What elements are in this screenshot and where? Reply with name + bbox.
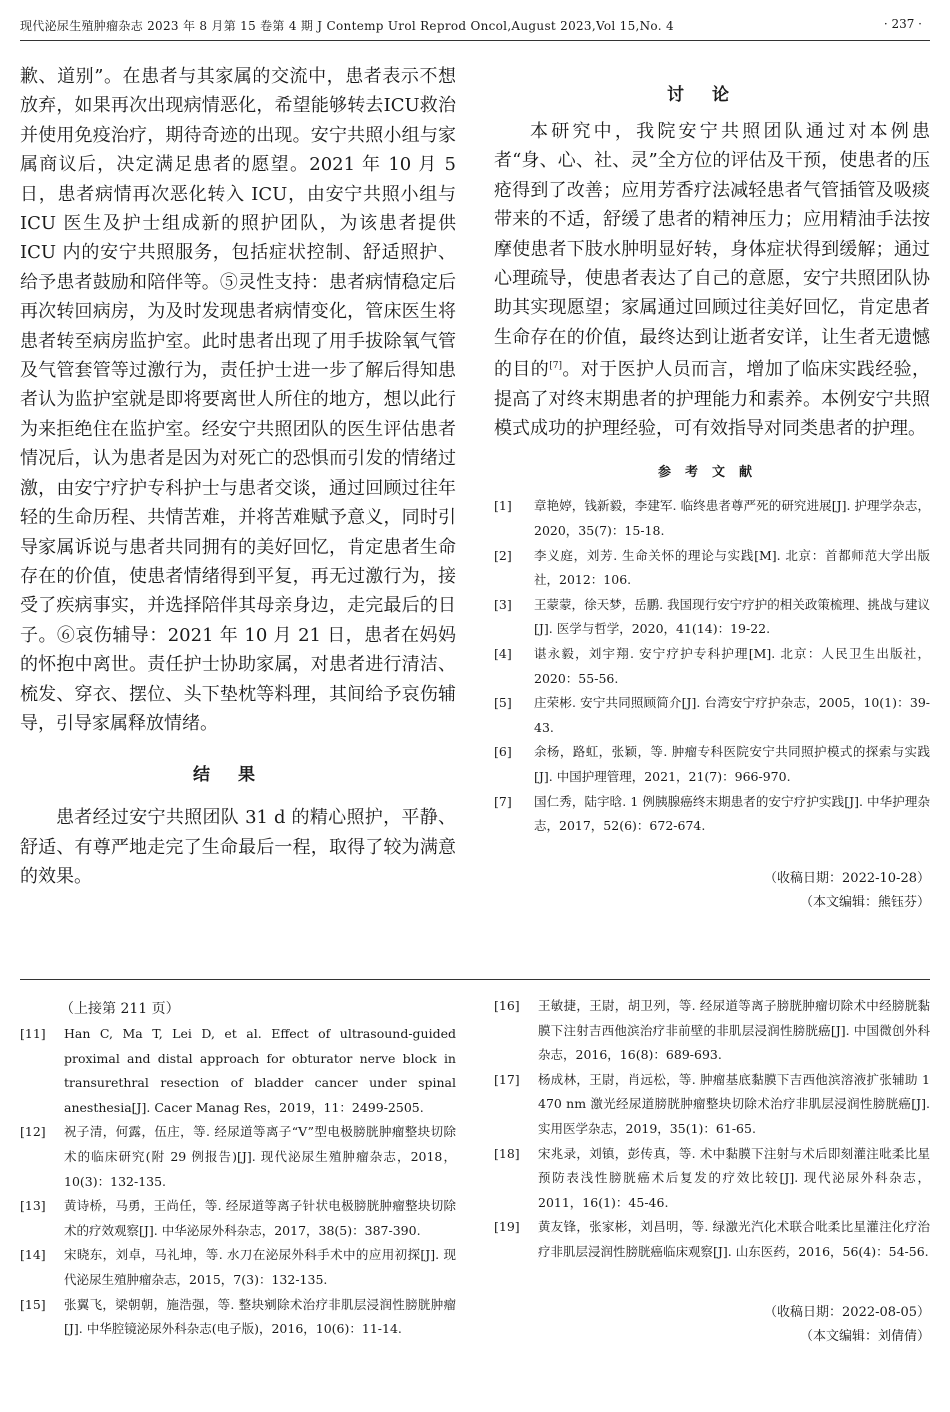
reference-text: Han C, Ma T, Lei D, et al. Effect of ultrasound-guided proximal and distal approach for obturator nerve block in transurethral resection of bladder cancer under spinal anesthesia[J]. Cacer Manag Res，2019，11：2499-2505.	[64, 1026, 456, 1115]
reference-text: 黄诗桥，马勇，王尚任，等. 经尿道等离子针状电极膀胱肿瘤整块切除术的疗效观察[J]. 中华泌尿外科杂志，2017，38(5)：387-390.	[64, 1198, 456, 1238]
header-rule	[20, 40, 930, 41]
continued-reference-list-right	[494, 994, 930, 1265]
continued-left-column	[20, 996, 456, 1342]
reference-text: 庄荣彬. 安宁共同照顾简介[J]. 台湾安宁疗护杂志，2005，10(1)：39-43.	[534, 695, 930, 735]
article-dates	[494, 867, 930, 915]
reference-number: [19]	[494, 1219, 520, 1235]
reference-item	[494, 790, 930, 839]
reference-item	[494, 544, 930, 593]
continued-editor-note: （本文编辑：刘倩倩）	[799, 1328, 930, 1344]
continued-right-column	[494, 994, 930, 1349]
reference-item	[20, 1194, 456, 1243]
reference-item	[20, 1022, 456, 1120]
reference-text: 李义庭，刘芳. 生命关怀的理论与实践[M]. 北京：首都师范大学出版社，2012：106.	[534, 547, 930, 588]
reference-item	[494, 740, 930, 789]
reference-item	[494, 1142, 930, 1216]
discussion-paragraph	[494, 117, 930, 443]
reference-number: [17]	[494, 1071, 520, 1087]
journal-info: 现代泌尿生殖肿瘤杂志 2023 年 8 月第 15 卷第 4 期 J Contemp Urol Reprod Oncol,August 2023,Vol 15,No. 4	[20, 19, 674, 33]
reference-number: [15]	[20, 1296, 46, 1312]
reference-item	[494, 593, 930, 642]
left-column	[20, 60, 456, 892]
reference-text: 国仁秀，陆宇晗. 1 例胰腺癌终末期患者的安宁疗护实践[J]. 中华护理杂志，2017，52(6)：672-674.	[534, 793, 930, 834]
reference-number: [13]	[20, 1198, 46, 1214]
reference-text: 张翼飞，梁朝朝，施浩强，等. 整块剜除术治疗非肌层浸润性膀胱肿瘤[J]. 中华腔镜泌尿外科杂志(电子版)，2016，10(6)：11-14.	[64, 1296, 456, 1337]
discussion-text-b: 。对于医护人员而言，增加了临床实践经验，提高了对终末期患者的护理能力和素养。本例安宁共照模式成功的护理经验，可有效指导对同类患者的护理。	[494, 359, 931, 440]
section-title-results: 结果	[193, 765, 283, 786]
reference-item	[20, 1120, 456, 1194]
reference-number: [14]	[20, 1247, 46, 1263]
continued-from-label: （上接第 211 页）	[60, 1001, 180, 1017]
reference-item	[494, 1215, 930, 1264]
article-divider	[20, 979, 930, 980]
reference-text: 宋兆录，刘镇，彭传真，等. 术中黏膜下注射与术后即刻灌注吡柔比星预防表浅性膀胱癌术后复发的疗效比较[J]. 现代泌尿外科杂志，2011，16(1)：45-46.	[538, 1145, 930, 1210]
reference-item	[494, 691, 930, 740]
citation-7[interactable]: [7]	[549, 361, 562, 372]
reference-text: 宋晓东，刘卓，马礼坤，等. 水刀在泌尿外科手术中的应用初探[J]. 现代泌尿生殖肿瘤杂志，2015，7(3)：132-135.	[64, 1247, 456, 1287]
reference-number: [5]	[494, 695, 512, 711]
running-header	[20, 12, 930, 36]
reference-number: [6]	[494, 744, 512, 760]
page-number: · 237 ·	[883, 17, 922, 31]
right-column	[494, 60, 930, 915]
continued-reference-list-left	[20, 1022, 456, 1342]
references-title: 参考文献	[657, 465, 766, 481]
reference-text: 余杨，路虹，张颖，等. 肿瘤专科医院安宁共同照护模式的探索与实践[J]. 中国护理管理，2021，21(7)：966-970.	[534, 744, 930, 784]
body-paragraph: 歉、道别”。在患者与其家属的交流中，患者表示不想放弃，如果再次出现病情恶化，希望能够转去ICU救治并使用免疫治疗，期待奇迹的出现。安宁共照小组与家属商议后，决定满足患者的愿望。2021 年 10 月 5 日，患者病情再次恶化转入 ICU，由安宁共照小组与 ICU 医生及护士组成新的照护团队，为该患者提供 ICU 内的安宁共照服务，包括症状控制、舒适照护、给予患者鼓励和陪伴等。⑤灵性支持：患者病情稳定后再次转回病房，为及时发现患者病情变化，管床医生将患者转至病房监护室。此时患者出现了用手拔除氧气管及气管套管等过激行为，责任护士进一步了解后得知患者认为监护室就是即将要离世人所住的地方，想以此行为来拒绝住在监护室。经安宁共照团队的医生评估患者情况后，认为患者是因为对死亡的恐惧而引发的情绪过激，由安宁疗护专科护士与患者交谈，通过回顾过往年轻的生命历程、共情苦难，并将苦难赋予意义，同时引导家属诉说与患者共同拥有的美好回忆，肯定患者生命存在的价值，使患者情绪得到平复，再无过激行为，接受了疾病事实，并选择陪伴其母亲身边，走完最后的日子。⑥哀伤辅导：2021 年 10 月 21 日，患者在妈妈的怀抱中离世。责任护士协助家属，对患者进行清洁、梳发、穿衣、摆位、头下垫枕等料理，其间给予哀伤辅导，引导家属释放情绪。	[20, 66, 456, 734]
reference-number: [7]	[494, 793, 512, 809]
reference-number: [11]	[20, 1026, 46, 1041]
reference-number: [2]	[494, 547, 512, 563]
reference-item	[494, 494, 930, 543]
editor-note: （本文编辑：熊钰芬）	[799, 894, 930, 910]
reference-number: [4]	[494, 646, 512, 662]
continued-received-date: （收稿日期：2022-08-05）	[764, 1304, 930, 1320]
results-paragraph: 患者经过安宁共照团队 31 d 的精心照护，平静、舒适、有尊严地走完了生命最后一程，取得了较为满意的效果。	[20, 807, 456, 888]
reference-text: 王蒙蒙，徐天梦，岳鹏. 我国现行安宁疗护的相关政策梳理、挑战与建议[J]. 医学与哲学，2020，41(14)：19-22.	[534, 596, 930, 637]
reference-item	[20, 1293, 456, 1342]
reference-item	[494, 1068, 930, 1142]
reference-number: [1]	[494, 498, 512, 514]
reference-text: 黄友锋，张家彬，刘昌明，等. 绿激光汽化术联合吡柔比星灌注化疗治疗非肌层浸润性膀胱癌临床观察[J]. 山东医药，2016，56(4)：54-56.	[538, 1219, 930, 1259]
reference-number: [18]	[494, 1145, 520, 1161]
reference-number: [3]	[494, 596, 512, 612]
reference-list	[494, 494, 930, 838]
reference-number: [12]	[20, 1124, 46, 1140]
reference-number: [16]	[494, 998, 520, 1013]
reference-text: 王敏捷，王尉，胡卫列，等. 经尿道等离子膀胱肿瘤切除术中经膀胱黏膜下注射吉西他滨治疗非前壁的非肌层浸润性膀胱癌[J]. 中国微创外科杂志，2016，16(8)：689-693.	[538, 998, 930, 1063]
section-title-discussion: 讨论	[667, 85, 757, 105]
reference-text: 杨成林，王尉，肖远松，等. 肿瘤基底黏膜下吉西他滨溶液扩张辅助 1 470 nm 激光经尿道膀胱肿瘤整块切除术治疗非肌层浸润性膀胱癌[J]. 实用医学杂志，2019，35(1)：61-65.	[538, 1071, 930, 1136]
reference-text: 谌永毅，刘宇翔. 安宁疗护专科护理[M]. 北京：人民卫生出版社，2020：55-56.	[534, 646, 930, 686]
discussion-text-a: 本研究中，我院安宁共照团队通过对本例患者“身、心、社、灵”全方位的评估及干预，使患者的压疮得到了改善；应用芳香疗法减轻患者气管插管及吸痰带来的不适，舒缓了患者的精神压力；应用精油手法按摩使患者下肢水肿明显好转，身体症状得到缓解；通过心理疏导，使患者表达了自己的意愿，安宁共照团队协助其实现愿望；家属通过回顾过往美好回忆，肯定患者生命存在的价值，最终达到让逝者安详，让生者无遗憾的目的	[494, 121, 930, 381]
received-date: （收稿日期：2022-10-28）	[764, 870, 930, 886]
reference-text: 章艳婷，钱新毅，李建军. 临终患者尊严死的研究进展[J]. 护理学杂志，2020，35(7)：15-18.	[534, 498, 930, 539]
reference-item	[20, 1243, 456, 1292]
reference-text: 祝子清，何露，伍庄，等. 经尿道等离子“V”型电极膀胱肿瘤整块切除术的临床研究(附 29 例报告)[J]. 现代泌尿生殖肿瘤杂志，2018，10(3)：132-135.	[64, 1124, 456, 1189]
reference-item	[494, 994, 930, 1068]
continued-dates	[494, 1301, 930, 1349]
reference-item	[494, 642, 930, 691]
